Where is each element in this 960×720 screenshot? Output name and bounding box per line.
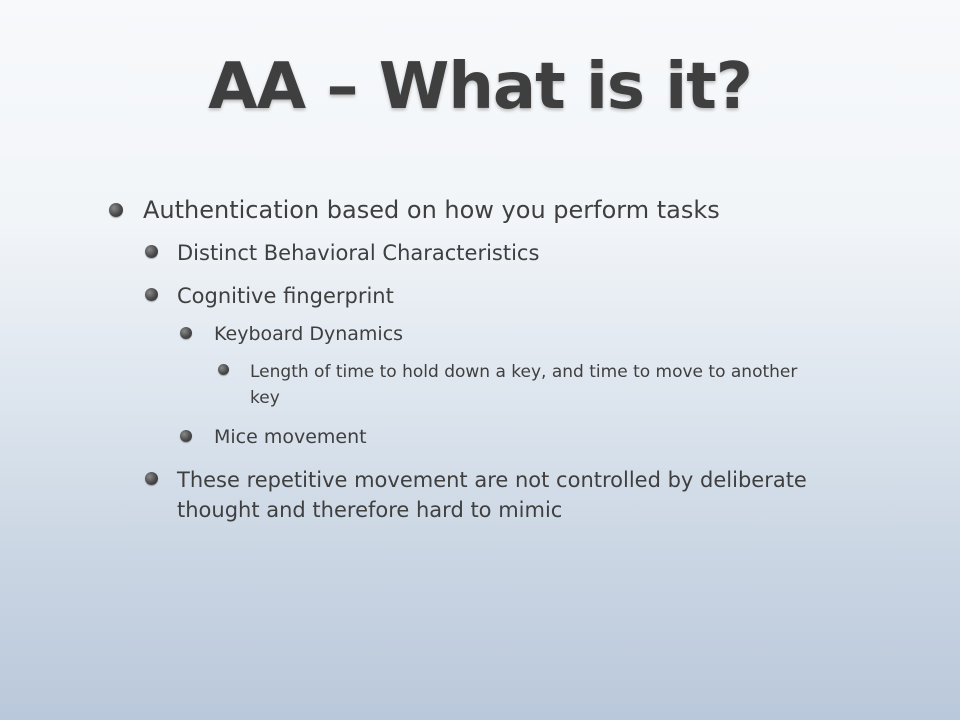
bullet-dot-icon	[145, 245, 158, 258]
bullet-level2	[177, 238, 917, 268]
bullet-dot-icon	[145, 472, 158, 485]
bullet-dot-icon	[180, 327, 192, 339]
bullet-text: Authentication based on how you perform tasks	[143, 196, 720, 224]
bullet-level2	[177, 465, 817, 525]
bullet-text: Length of time to hold down a key, and time to move to another key	[250, 362, 798, 408]
bullet-dot-icon	[109, 203, 123, 217]
bullet-text: Distinct Behavioral Characteristics	[177, 241, 540, 265]
bullet-dot-icon	[218, 364, 229, 375]
bullet-text: These repetitive movement are not controlled by deliberate thought and therefore hard to mimic	[177, 468, 807, 522]
bullet-level1	[143, 195, 903, 225]
bullet-dot-icon	[180, 430, 192, 442]
bullet-level4	[250, 359, 830, 411]
bullet-text: Cognitive fingerprint	[177, 284, 394, 308]
bullet-dot-icon	[145, 288, 158, 301]
bullet-level2	[177, 281, 917, 311]
slide-title: AA – What is it?	[208, 50, 752, 124]
bullet-level3	[214, 424, 914, 450]
bullet-text: Keyboard Dynamics	[214, 323, 404, 345]
bullet-text: Mice movement	[214, 426, 367, 448]
bullet-level3	[214, 321, 914, 347]
